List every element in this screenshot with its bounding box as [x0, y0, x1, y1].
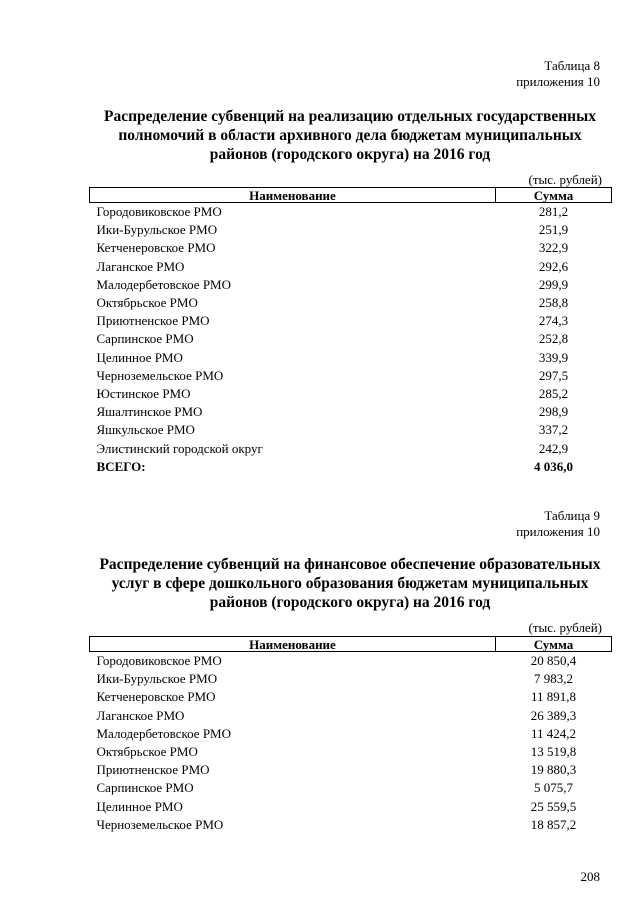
table9-units: (тыс. рублей) [528, 620, 602, 635]
table8-units: (тыс. рублей) [528, 172, 602, 187]
row-sum: 20 850,4 [530, 653, 577, 669]
table8-title-line2: полномочий в области архивного дела бюджетам муниципальных [118, 127, 582, 144]
table-row [90, 761, 612, 779]
row-sum: 13 519,8 [530, 744, 577, 760]
row-name: Ики-Бурульское РМО [96, 222, 218, 238]
row-sum: 26 389,3 [530, 707, 577, 723]
table8-caption-line2: приложения 10 [516, 74, 600, 89]
row-name: Яшалтинское РМО [96, 404, 203, 420]
table9-title-line2: услуг в сфере дошкольного образования бюджетам муниципальных [111, 575, 589, 592]
table-row [90, 294, 612, 312]
row-sum: 18 857,2 [530, 816, 577, 832]
table8-total-row [90, 458, 612, 476]
page-number: 208 [580, 869, 600, 884]
table9-header-sum: Сумма [496, 637, 612, 652]
table-row [90, 385, 612, 403]
row-sum: 298,9 [538, 404, 569, 420]
table-row [90, 239, 612, 257]
row-name: Кетченеровское РМО [96, 689, 216, 705]
table-row [90, 258, 612, 276]
table-row [90, 688, 612, 706]
row-name: Сарпинское РМО [96, 331, 194, 347]
table-row [90, 652, 612, 671]
table9-header-row [90, 637, 612, 652]
row-name: Элистинский городской округ [96, 440, 263, 456]
row-name: Приютненское РМО [96, 313, 210, 329]
table-row [90, 276, 612, 294]
table8-header-name: Наименование [90, 188, 496, 203]
row-sum: 19 880,3 [530, 762, 577, 778]
table8-caption [516, 58, 600, 90]
row-sum: 11 891,8 [530, 689, 577, 705]
table9-caption-line2: приложения 10 [516, 524, 600, 539]
table-row [90, 349, 612, 367]
table9-header-name: Наименование [90, 637, 496, 652]
row-name: Малодербетовское РМО [96, 276, 232, 292]
row-name: Кетченеровское РМО [96, 240, 216, 256]
table-row [90, 421, 612, 439]
table8-title-line3: районов (городского округа) на 2016 год [209, 146, 491, 163]
row-sum: 285,2 [538, 385, 569, 401]
row-sum: 258,8 [538, 295, 569, 311]
table9-caption [516, 508, 600, 540]
table-row [90, 798, 612, 816]
row-name: Малодербетовское РМО [96, 725, 232, 741]
row-sum: 251,9 [538, 222, 569, 238]
table-row [90, 816, 612, 834]
table-row [90, 367, 612, 385]
row-name: Целинное РМО [96, 349, 183, 365]
row-sum: 242,9 [538, 440, 569, 456]
row-sum: 11 424,2 [530, 725, 577, 741]
table-row [90, 670, 612, 688]
table-row [90, 203, 612, 222]
table-row [90, 403, 612, 421]
total-sum: 4 036,0 [534, 458, 573, 474]
table-row [90, 779, 612, 797]
table8 [89, 187, 612, 476]
row-name: Городовиковское РМО [96, 653, 222, 669]
row-sum: 292,6 [538, 258, 569, 274]
row-name: Яшкульское РМО [96, 422, 195, 438]
table8-header-sum: Сумма [496, 188, 612, 203]
row-sum: 299,9 [538, 276, 569, 292]
table-row [90, 312, 612, 330]
row-name: Черноземельское РМО [96, 816, 224, 832]
row-sum: 5 075,7 [534, 780, 573, 796]
table8-header-row [90, 188, 612, 203]
row-sum: 281,2 [538, 204, 569, 220]
row-name: Лаганское РМО [96, 258, 185, 274]
table-row [90, 725, 612, 743]
table-row [90, 221, 612, 239]
table9-title [90, 555, 610, 612]
row-sum: 25 559,5 [530, 798, 577, 814]
table8-title-line1: Распределение субвенций на реализацию отдельных государственных [104, 108, 596, 125]
row-sum: 337,2 [538, 422, 569, 438]
row-name: Целинное РМО [96, 798, 183, 814]
total-label: ВСЕГО: [96, 458, 146, 474]
row-name: Октябрьское РМО [96, 744, 198, 760]
row-sum: 7 983,2 [534, 671, 573, 687]
table8-caption-line1: Таблица 8 [544, 58, 600, 73]
row-sum: 274,3 [538, 313, 569, 329]
table9-title-line1: Распределение субвенций на финансовое обеспечение образовательных [99, 556, 601, 573]
row-sum: 339,9 [538, 349, 569, 365]
row-name: Городовиковское РМО [96, 204, 222, 220]
row-name: Сарпинское РМО [96, 780, 194, 796]
row-name: Черноземельское РМО [96, 367, 224, 383]
row-sum: 322,9 [538, 240, 569, 256]
row-name: Приютненское РМО [96, 762, 210, 778]
row-name: Ики-Бурульское РМО [96, 671, 218, 687]
row-sum: 252,8 [538, 331, 569, 347]
table9-title-line3: районов (городского округа) на 2016 год [209, 594, 491, 611]
table8-title [90, 107, 610, 164]
row-name: Октябрьское РМО [96, 295, 198, 311]
row-name: Юстинское РМО [96, 385, 191, 401]
table9 [89, 636, 612, 834]
table9-caption-line1: Таблица 9 [544, 508, 600, 523]
table-row [90, 330, 612, 348]
row-sum: 297,5 [538, 367, 569, 383]
row-name: Лаганское РМО [96, 707, 185, 723]
table-row [90, 707, 612, 725]
table-row [90, 439, 612, 457]
table-row [90, 743, 612, 761]
